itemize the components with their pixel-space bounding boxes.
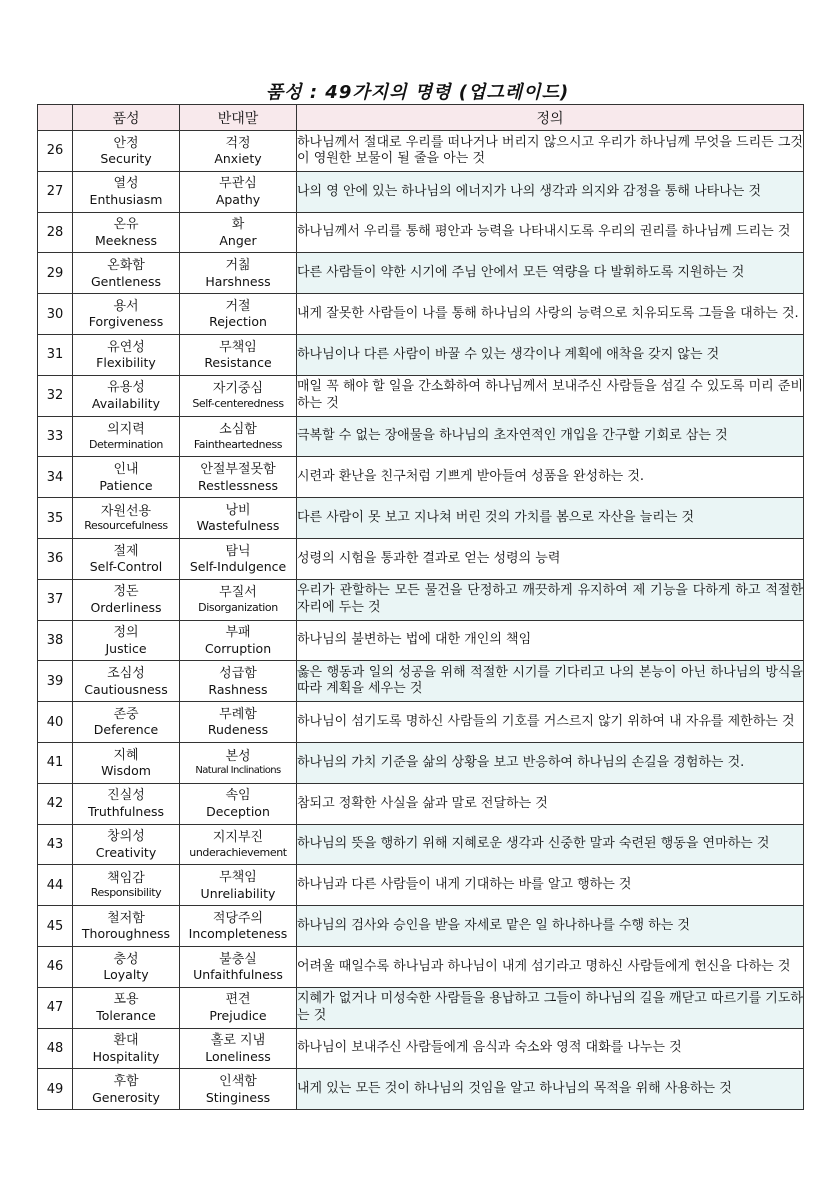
opposite-korean: 부패 [225,625,251,641]
row-number: 47 [38,987,73,1028]
table-row [38,742,804,783]
opposite-cell [180,416,297,457]
opposite-english: Self-Indulgence [189,559,287,575]
virtue-english: Enthusiasm [89,191,163,207]
table-row [38,334,804,375]
definition-cell: 내게 있는 모든 것이 하나님의 것임을 알고 하나님의 목적을 위해 사용하는 것 [297,1069,804,1110]
opposite-english: Corruption [204,640,272,656]
virtue-cell [73,906,180,947]
opposite-korean: 지지부진 [212,830,264,846]
definition-cell: 참되고 정확한 사실을 삶과 말로 전달하는 것 [297,783,804,824]
virtue-english: Gentleness [90,273,161,289]
virtue-korean: 진실성 [107,788,145,804]
opposite-korean: 자기중심 [212,381,264,397]
row-number: 28 [38,212,73,253]
row-number: 32 [38,375,73,416]
table-row [38,294,804,335]
table-row [38,1069,804,1110]
opposite-cell [180,702,297,743]
opposite-english: Prejudice [209,1007,267,1023]
row-number: 26 [38,131,73,172]
header-number [38,105,73,131]
opposite-korean: 무책임 [219,869,257,885]
opposite-english: Unreliability [200,885,276,901]
definition-cell: 하나님이 보내주신 사람들에게 음식과 숙소와 영적 대화를 나누는 것 [297,1028,804,1069]
table-row [38,253,804,294]
definition-cell: 다른 사람들이 약한 시기에 주님 안에서 모든 역량을 다 발휘하도록 지원하는 것 [297,253,804,294]
opposite-english: Stinginess [205,1089,271,1105]
opposite-english: Loneliness [205,1048,271,1064]
opposite-korean: 적당주의 [212,910,264,926]
page-title: 품성 : 49가지의 명령 (업그레이드) [265,82,570,103]
virtue-korean: 자원선용 [100,503,152,519]
virtue-cell [73,783,180,824]
virtue-korean: 절제 [113,543,139,559]
opposite-english: Unfaithfulness [193,967,283,983]
definition-cell: 하나님의 불변하는 법에 대한 개인의 책임 [297,620,804,661]
table-row [38,1028,804,1069]
opposite-cell [180,579,297,620]
table-row [38,171,804,212]
table-row [38,375,804,416]
row-number: 42 [38,783,73,824]
virtue-english: Patience [99,477,153,493]
virtue-cell [73,1028,180,1069]
opposite-english: Anxiety [214,151,262,167]
opposite-english: underachievement [189,845,287,859]
opposite-english: Self-centeredness [192,396,284,410]
opposite-cell [180,538,297,579]
virtue-english: Meekness [94,232,158,248]
table-row [38,457,804,498]
opposite-cell [180,334,297,375]
opposite-english: Disorganization [198,600,278,614]
row-number: 27 [38,171,73,212]
virtue-korean: 온유 [113,217,139,233]
definition-cell: 하나님이 섬기도록 명하신 사람들의 기호를 거스르지 않기 위하여 내 자유를 제한하는 것 [297,702,804,743]
opposite-english: Wastefulness [196,518,280,534]
opposite-cell [180,783,297,824]
opposite-english: Apathy [215,191,261,207]
opposite-cell [180,865,297,906]
virtue-cell [73,742,180,783]
virtue-cell [73,416,180,457]
opposite-cell [180,294,297,335]
row-number: 33 [38,416,73,457]
definition-cell: 하나님께서 우리를 통해 평안과 능력을 나타내시도록 우리의 권리를 하나님께 드리는 것 [297,212,804,253]
header-virtue: 품성 [73,105,180,131]
opposite-korean: 본성 [225,749,251,765]
opposite-korean: 불충실 [219,951,257,967]
virtue-korean: 유연성 [107,339,145,355]
opposite-korean: 거절 [225,298,251,314]
opposite-korean: 거칢 [225,257,251,273]
virtue-korean: 존중 [113,706,139,722]
table-row [38,538,804,579]
virtue-korean: 정돈 [113,584,139,600]
table-row [38,212,804,253]
opposite-korean: 낭비 [225,502,251,518]
row-number: 36 [38,538,73,579]
opposite-cell [180,212,297,253]
opposite-korean: 홀로 지냄 [210,1033,266,1049]
opposite-cell [180,824,297,865]
definition-cell: 매일 꼭 해야 할 일을 간소화하여 하나님께서 보내주신 사람들을 섬길 수 있도록 미리 준비하는 것 [297,375,804,416]
virtue-cell [73,1069,180,1110]
virtue-english: Determination [88,437,163,451]
opposite-english: Rejection [209,314,267,330]
row-number: 49 [38,1069,73,1110]
virtue-english: Flexibility [96,355,156,371]
opposite-korean: 속임 [225,788,251,804]
opposite-cell [180,742,297,783]
virtue-english: Hospitality [92,1048,160,1064]
opposite-english: Rudeness [207,722,269,738]
virtue-english: Self-Control [89,559,163,575]
row-number: 45 [38,906,73,947]
table-row [38,865,804,906]
definition-cell: 하나님의 뜻을 행하기 위해 지혜로운 생각과 신중한 말과 숙련된 행동을 연마하는 것 [297,824,804,865]
definition-cell: 극복할 수 없는 장애물을 하나님의 초자연적인 개입을 간구할 기회로 삼는 것 [297,416,804,457]
definition-cell: 나의 영 안에 있는 하나님의 에너지가 나의 생각과 의지와 감정을 통해 나타나는 것 [297,171,804,212]
virtue-english: Wisdom [101,763,151,779]
opposite-english: Harshness [205,273,271,289]
row-number: 48 [38,1028,73,1069]
virtue-cell [73,824,180,865]
definition-cell: 하나님의 검사와 승인을 받을 자세로 맡은 일 하나하나를 수행 하는 것 [297,906,804,947]
opposite-cell [180,253,297,294]
row-number: 34 [38,457,73,498]
virtue-korean: 정의 [113,625,139,641]
virtue-english: Resourcefulness [84,519,168,533]
table-row [38,946,804,987]
virtue-korean: 열성 [113,176,139,192]
definition-cell: 우리가 관할하는 모든 물건을 단정하고 깨끗하게 유지하여 제 기능을 다하게 하고 적절한 자리에 두는 것 [297,579,804,620]
row-number: 38 [38,620,73,661]
opposite-korean: 편견 [225,992,251,1008]
virtue-cell [73,375,180,416]
virtue-korean: 충성 [113,951,139,967]
opposite-cell [180,661,297,702]
table-header-row [38,105,804,131]
row-number: 41 [38,742,73,783]
virtue-korean: 환대 [113,1033,139,1049]
virtue-cell [73,865,180,906]
opposite-korean: 무질서 [219,585,257,601]
definition-cell: 하나님이나 다른 사람이 바꿀 수 있는 생각이나 계획에 애착을 갖지 않는 것 [297,334,804,375]
row-number: 40 [38,702,73,743]
row-number: 43 [38,824,73,865]
virtue-korean: 용서 [113,298,139,314]
header-definition: 정의 [297,105,804,131]
definition-cell: 하나님께서 절대로 우리를 떠나거나 버리지 않으시고 우리가 하나님께 무엇을 드리든 그것이 영원한 보물이 될 줄을 아는 것 [297,131,804,172]
virtue-cell [73,498,180,539]
table-row [38,498,804,539]
opposite-english: Incompleteness [188,926,288,942]
virtue-cell [73,579,180,620]
virtue-korean: 후함 [113,1073,139,1089]
virtue-cell [73,171,180,212]
virtue-korean: 조심성 [107,665,145,681]
opposite-cell [180,457,297,498]
header-opposite: 반대말 [180,105,297,131]
virtue-english: Responsibility [90,886,162,900]
definition-cell: 시련과 환난을 친구처럼 기쁘게 받아들여 성품을 완성하는 것. [297,457,804,498]
table-row [38,661,804,702]
virtue-korean: 책임감 [107,870,145,886]
virtue-english: Thoroughness [81,926,171,942]
virtue-cell [73,131,180,172]
opposite-english: Deception [206,803,270,819]
virtue-english: Tolerance [96,1007,156,1023]
opposite-english: Anger [219,232,257,248]
definition-cell: 어려울 때일수록 하나님과 하나님이 내게 섬기라고 명하신 사람들에게 헌신을 다하는 것 [297,946,804,987]
virtue-cell [73,661,180,702]
definition-cell: 하나님과 다른 사람들이 내게 기대하는 바를 알고 행하는 것 [297,865,804,906]
virtue-cell [73,538,180,579]
row-number: 30 [38,294,73,335]
table-row [38,906,804,947]
opposite-english: Faintheartedness [193,437,283,451]
virtue-english: Cautiousness [84,681,168,697]
virtue-cell [73,702,180,743]
virtue-korean: 지혜 [113,747,139,763]
definition-cell: 옳은 행동과 일의 성공을 위해 적절한 시기를 기다리고 나의 본능이 아닌 하나님의 방식을 따라 계획을 세우는 것 [297,661,804,702]
virtue-cell [73,334,180,375]
virtue-english: Justice [105,640,147,656]
virtue-english: Generosity [92,1089,160,1105]
opposite-korean: 무례함 [219,706,257,722]
opposite-cell [180,171,297,212]
virtue-korean: 의지력 [107,422,145,438]
opposite-korean: 소심함 [219,422,257,438]
definition-cell: 내게 잘못한 사람들이 나를 통해 하나님의 사랑의 능력으로 치유되도록 그들을 대하는 것. [297,294,804,335]
virtue-korean: 온화함 [107,257,145,273]
definition-cell: 하나님의 가치 기준을 삶의 상황을 보고 반응하여 하나님의 손길을 경험하는 것. [297,742,804,783]
opposite-english: Natural Inclinations [195,764,281,776]
virtue-cell [73,212,180,253]
opposite-korean: 탐닉 [225,543,251,559]
virtue-korean: 포용 [113,992,139,1008]
row-number: 35 [38,498,73,539]
virtue-korean: 안정 [113,135,139,151]
opposite-korean: 무책임 [219,339,257,355]
virtue-english: Loyalty [103,967,149,983]
definition-cell: 지혜가 없거나 미성숙한 사람들을 용납하고 그들이 하나님의 길을 깨닫고 따르기를 기도하는 것 [297,987,804,1028]
virtues-table [37,104,804,1110]
opposite-cell [180,1028,297,1069]
opposite-korean: 성급함 [219,665,257,681]
definition-cell: 다른 사람이 못 보고 지나쳐 버린 것의 가치를 봄으로 자산을 늘리는 것 [297,498,804,539]
row-number: 46 [38,946,73,987]
opposite-cell [180,375,297,416]
virtue-cell [73,946,180,987]
table-row [38,579,804,620]
virtue-korean: 인내 [113,461,139,477]
table-row [38,783,804,824]
virtue-korean: 철저함 [107,910,145,926]
opposite-english: Rashness [208,681,268,697]
row-number: 31 [38,334,73,375]
virtue-cell [73,620,180,661]
row-number: 39 [38,661,73,702]
row-number: 37 [38,579,73,620]
virtue-english: Orderliness [90,599,162,615]
table-row [38,416,804,457]
opposite-english: Resistance [204,355,272,371]
virtue-english: Security [100,151,152,167]
definition-cell: 성령의 시험을 통과한 결과로 얻는 성령의 능력 [297,538,804,579]
table-row [38,702,804,743]
opposite-english: Restlessness [197,477,279,493]
opposite-korean: 안절부절못함 [200,461,276,477]
virtue-english: Forgiveness [88,314,164,330]
virtue-cell [73,457,180,498]
virtue-korean: 유용성 [107,380,145,396]
opposite-cell [180,906,297,947]
virtue-english: Truthfulness [87,803,165,819]
virtue-cell [73,253,180,294]
opposite-korean: 화 [231,217,245,233]
virtue-english: Availability [91,395,161,411]
table-row [38,987,804,1028]
table-row [38,824,804,865]
virtue-cell [73,294,180,335]
row-number: 44 [38,865,73,906]
opposite-korean: 무관심 [219,176,257,192]
opposite-korean: 인색함 [219,1073,257,1089]
table-row [38,620,804,661]
row-number: 29 [38,253,73,294]
opposite-cell [180,620,297,661]
virtue-english: Deference [93,722,159,738]
opposite-korean: 걱정 [225,135,251,151]
opposite-cell [180,131,297,172]
opposite-cell [180,946,297,987]
opposite-cell [180,498,297,539]
virtue-korean: 창의성 [107,829,145,845]
opposite-cell [180,987,297,1028]
virtue-english: Creativity [95,844,157,860]
opposite-cell [180,1069,297,1110]
table-row [38,131,804,172]
virtue-cell [73,987,180,1028]
